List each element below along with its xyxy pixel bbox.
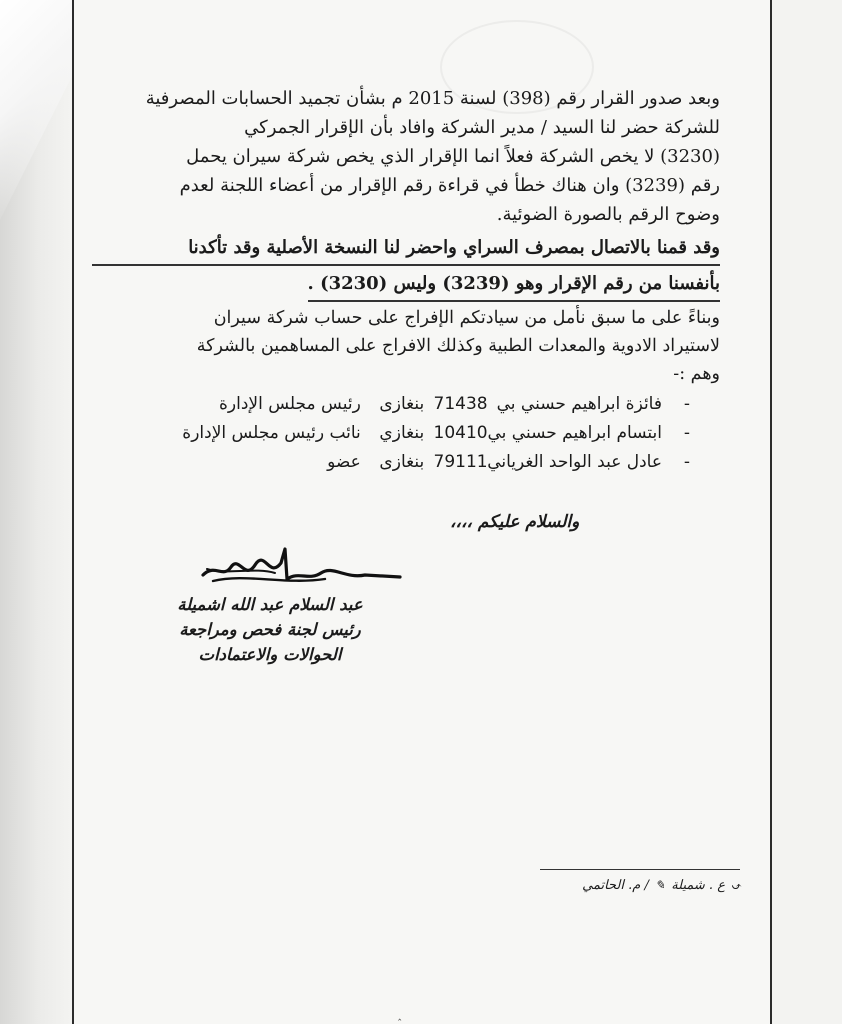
shareholder-role: رئيس مجلس الإدارة [219, 394, 361, 414]
bottom-edge-mark: ‸ [398, 1010, 402, 1021]
paragraph2-underlined-line: بأنفسنا من رقم الإقرار وهو (3239) وليس (3230) . [308, 268, 720, 302]
curved-arrow-icon: ↶ [731, 878, 742, 893]
paragraph1-line: للشركة حضر لنا السيد / مدير الشركة وافاد بأن الإقرار الجمركي [244, 117, 720, 138]
paragraph-decision-context [92, 84, 720, 229]
footer-reference [542, 878, 742, 893]
paragraph2-underlined-line: وقد قمنا بالاتصال بمصرف السراي واحضر لنا النسخة الأصلية وقد تأكدنا [92, 232, 720, 266]
list-marker: - [683, 452, 690, 472]
shareholder-number: 79111 [433, 452, 488, 472]
shareholder-city: بنغازى [379, 452, 425, 472]
shareholder-city: بنغازى [379, 394, 425, 414]
list-marker: - [683, 394, 690, 414]
shareholder-number: 71438 [433, 394, 488, 414]
paragraph1-line: وبعد صدور القرار رقم (398) لسنة 2015 م بشأن تجميد الحسابات المصرفية [145, 88, 720, 109]
footer-secretary: / م. الحاتمي [582, 878, 649, 893]
shareholder-name: ابتسام ابراهيم حسني بي [487, 423, 662, 443]
signatory-name: عبد السلام عبد الله اشميلة [177, 595, 363, 614]
footer-initials: ع . شميلة [671, 878, 725, 893]
paragraph-request [92, 304, 720, 388]
list-item [130, 448, 690, 477]
signatory-title: رئيس لجنة فحص ومراجعة [179, 620, 361, 639]
paragraph3-line: لاستيراد الادوية والمعدات الطبية وكذلك الافراج على المساهمين بالشركة [196, 336, 720, 356]
paragraph3-line: وبناءً على ما سبق نأمل من سيادتكم الإفراج على حساب شركة سيران [213, 308, 720, 328]
list-item [130, 419, 690, 448]
shareholder-role: عضو [327, 452, 361, 472]
shareholder-city: بنغازي [379, 423, 425, 443]
list-marker: - [683, 423, 690, 443]
shareholder-name: عادل عبد الواحد الغرياني [487, 452, 662, 472]
handwritten-signature [195, 545, 405, 595]
paragraph-verification [92, 232, 720, 304]
signatory-title: الحوالات والاعتمادات [198, 645, 342, 664]
paragraph1-line: (3230) لا يخص الشركة فعلاً انما الإقرار الذي يخص شركة سيران يحمل [186, 146, 720, 167]
list-item [130, 390, 690, 419]
shareholder-number: 10410 [433, 423, 488, 443]
signatory-block [150, 592, 390, 667]
shareholder-name: فائزة ابراهيم حسني بي [496, 394, 662, 414]
closing-greeting: والسلام عليكم ،،،، [450, 512, 580, 532]
paragraph3-line: وهم :- [673, 364, 720, 384]
paragraph1-line: رقم (3239) وان هناك خطأ في قراءة رقم الإقرار من أعضاء اللجنة لعدم [179, 175, 720, 196]
paragraph1-line: وضوح الرقم بالصورة الضوئية. [496, 204, 720, 225]
footer-divider [540, 869, 740, 870]
shareholder-role: نائب رئيس مجلس الإدارة [182, 423, 361, 443]
pen-note-icon: ✎ [654, 878, 666, 892]
shareholders-list [130, 390, 690, 477]
